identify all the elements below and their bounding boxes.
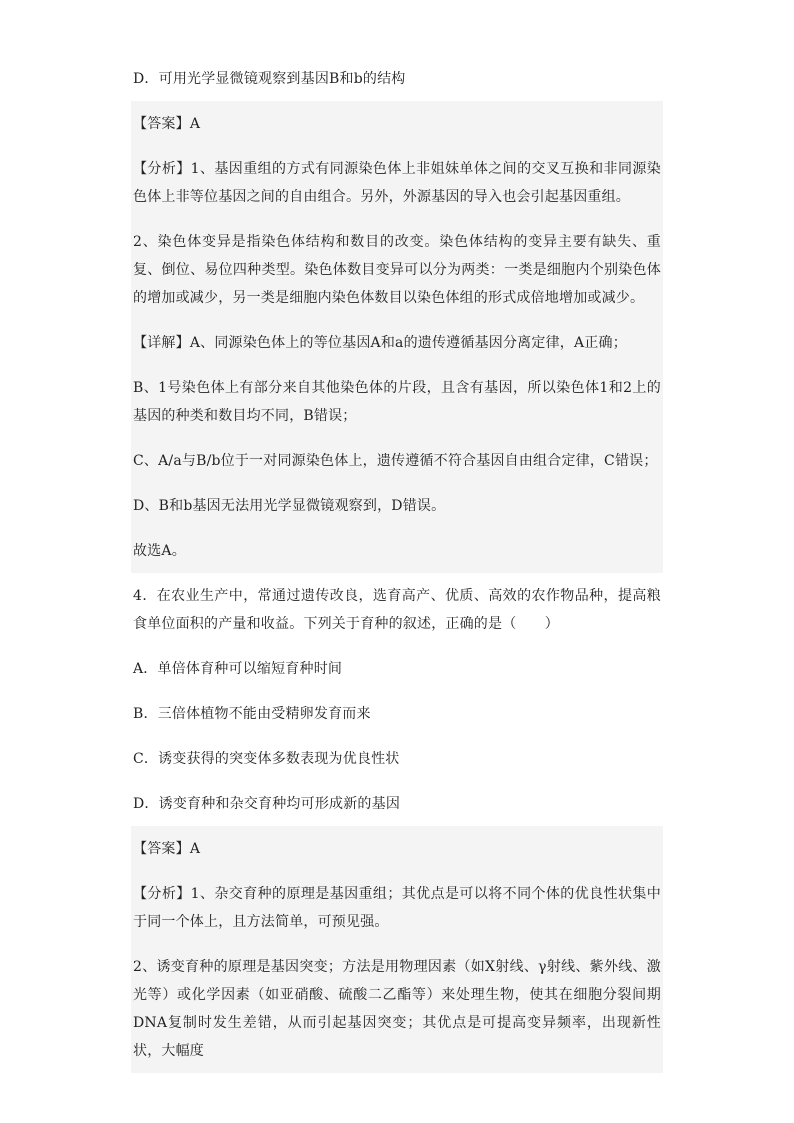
q4-option-c: C．诱变获得的突变体多数表现为优良性状 <box>131 736 663 781</box>
q3-answer <box>131 101 663 146</box>
analysis-text: 1、杂交育种的原理是基因重组；其优点是可以将不同个体的优良性状集中于同一个体上，且方法简单，可预见强。 <box>133 886 661 930</box>
answer-value: A <box>189 841 201 857</box>
answer-tag: 【答案】 <box>133 841 190 857</box>
q4-option-b: B．三倍体植物不能由受精卵发育而来 <box>131 691 663 736</box>
q4-analysis-p2: 2、诱变育种的原理是基因突变；方法是用物理因素（如X射线、γ射线、紫外线、激光等）或化学因素（如亚硝酸、硫酸二乙酯等）来处理生物，使其在细胞分裂间期DNA复制时发生差错，从而引起基因突变；其优点是可提高变异频率，出现新性状，大幅度 <box>131 944 663 1073</box>
analysis-text: 1、基因重组的方式有同源染色体上非姐妹单体之间的交叉互换和非同源染色体上非等位基因之间的自由组合。另外，外源基因的导入也会引起基因重组。 <box>133 161 661 205</box>
q4-answer <box>131 826 663 871</box>
document-page <box>131 56 663 1073</box>
q4-option-d: D．诱变育种和杂交育种均可形成新的基因 <box>131 781 663 826</box>
q3-detail-c: C、A/a与B/b位于一对同源染色体上，遗传遵循不符合基因自由组合定律，C错误； <box>131 438 663 483</box>
q3-detail-d: D、B和b基因无法用光学显微镜观察到，D错误。 <box>131 483 663 528</box>
q3-analysis-p2: 2、染色体变异是指染色体结构和数目的改变。染色体结构的变异主要有缺失、重复、倒位、易位四种类型。染色体数目变异可以分为两类：一类是细胞内个别染色体的增加或减少，另一类是细胞内染色体数目以染色体组的形式成倍地增加或减少。 <box>131 219 663 320</box>
detail-tag: 【详解】 <box>133 335 190 351</box>
q4-stem: 4．在农业生产中，常通过遗传改良，选育高产、优质、高效的农作物品种，提高粮食单位面积的产量和收益。下列关于育种的叙述，正确的是（ ） <box>131 573 663 646</box>
q3-option-d: D．可用光学显微镜观察到基因B和b的结构 <box>131 56 663 101</box>
q3-analysis-p1 <box>131 146 663 219</box>
answer-value: A <box>189 116 201 132</box>
analysis-tag: 【分析】 <box>133 886 191 902</box>
q4-option-a: A．单倍体育种可以缩短育种时间 <box>131 646 663 691</box>
q3-detail-a <box>131 320 663 365</box>
q3-conclusion: 故选A。 <box>131 528 663 573</box>
answer-tag: 【答案】 <box>133 116 190 132</box>
q4-analysis-p1 <box>131 871 663 944</box>
analysis-tag: 【分析】 <box>133 161 191 177</box>
detail-text: A、同源染色体上的等位基因A和a的遗传遵循基因分离定律，A正确； <box>189 335 627 351</box>
q3-detail-b: B、1号染色体上有部分来自其他染色体的片段，且含有基因，所以染色体1和2上的基因的种类和数目均不同，B错误； <box>131 365 663 438</box>
